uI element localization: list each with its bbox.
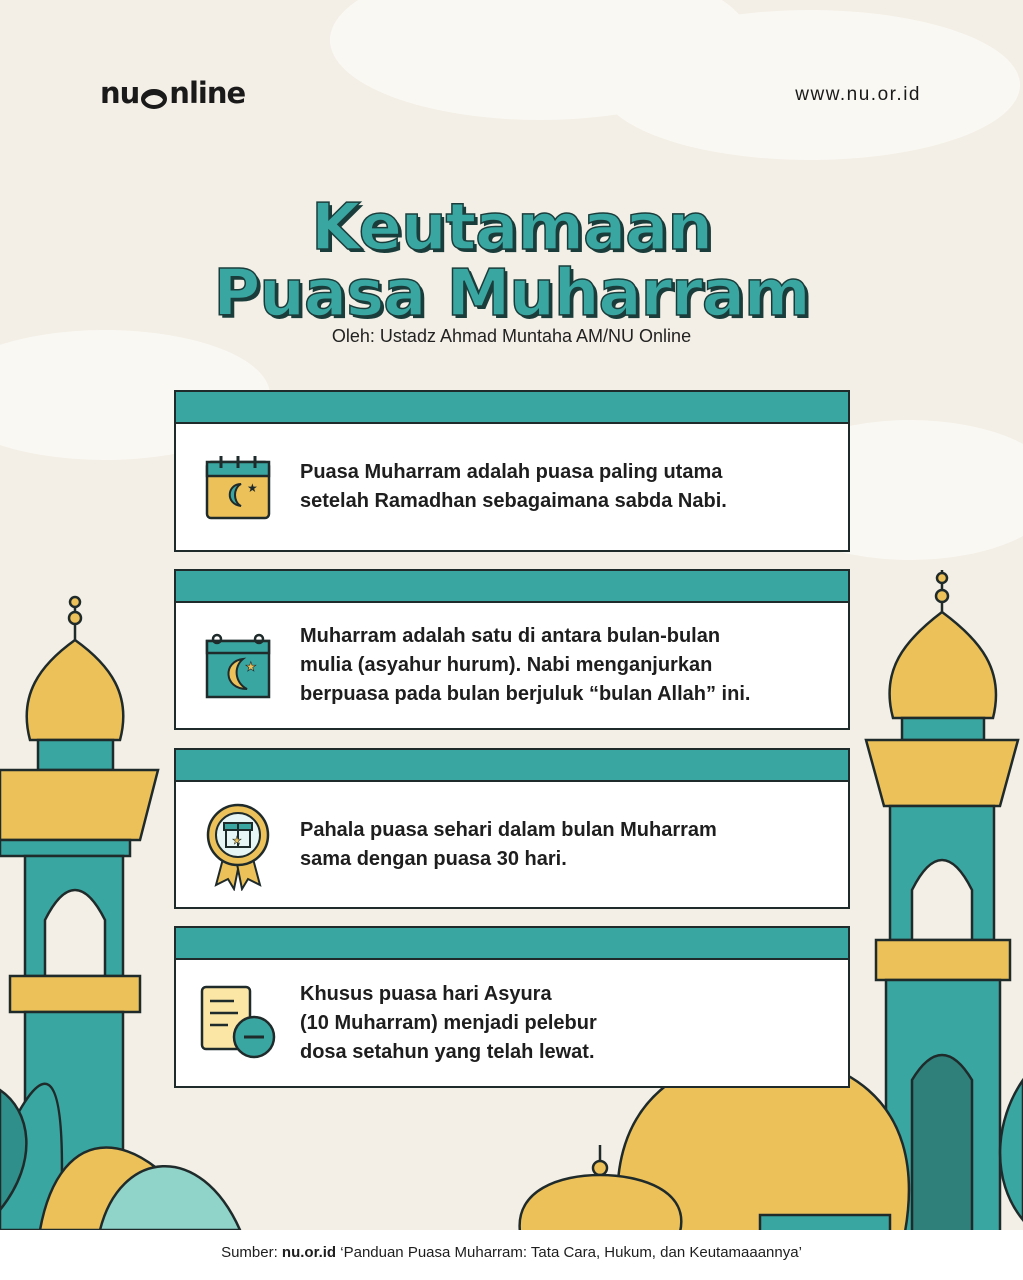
card-text: Puasa Muharram adalah puasa paling utama setelah Ramadhan sebagaimana sabda Nabi. — [300, 461, 727, 512]
card-text: Muharram adalah satu di antara bulan-bulan mulia (asyahur hurum). Nabi menganjurkan berpuasa pada bulan berjuluk “bulan Allah” ini. — [300, 625, 751, 705]
card-header-bar — [176, 392, 848, 424]
document-minus-icon — [176, 985, 300, 1061]
source-link[interactable]: nu.or.id — [281, 1244, 337, 1261]
info-card — [174, 926, 850, 1088]
source-footer — [0, 1230, 1023, 1280]
info-card — [174, 748, 850, 909]
source-title: ‘Panduan Puasa Muharram: Tata Cara, Hukum, dan Keutamaaannya’ — [336, 1244, 802, 1261]
author-byline: Oleh: Ustadz Ahmad Muntaha AM/NU Online — [331, 326, 692, 346]
logo-text-right: nline — [169, 76, 246, 110]
info-card — [174, 390, 850, 552]
page-title-line2: Puasa Muharram — [213, 257, 810, 331]
svg-text:★: ★ — [232, 834, 242, 847]
logo-text-left: nu — [100, 76, 140, 110]
card-text: Pahala puasa sehari dalam bulan Muharram sama dengan puasa 30 hari. — [300, 818, 717, 870]
nu-online-logo[interactable] — [100, 76, 245, 110]
site-url[interactable]: www.nu.or.id — [795, 84, 921, 105]
card-header-bar — [176, 750, 848, 782]
info-card — [174, 569, 850, 730]
card-header-bar — [176, 928, 848, 960]
svg-text:★: ★ — [247, 481, 258, 495]
source-prefix: Sumber: — [221, 1244, 282, 1261]
svg-text:★: ★ — [245, 658, 257, 674]
calendar-crescent-icon — [176, 631, 300, 701]
calendar-moon-icon — [176, 452, 300, 522]
page-title-line1: Keutamaan — [311, 191, 712, 265]
reward-badge-icon — [176, 799, 300, 891]
logo-ring-icon — [140, 82, 168, 104]
card-header-bar — [176, 571, 848, 603]
card-text: Khusus puasa hari Asyura (10 Muharram) menjadi pelebur dosa setahun yang telah lewat. — [300, 982, 597, 1063]
